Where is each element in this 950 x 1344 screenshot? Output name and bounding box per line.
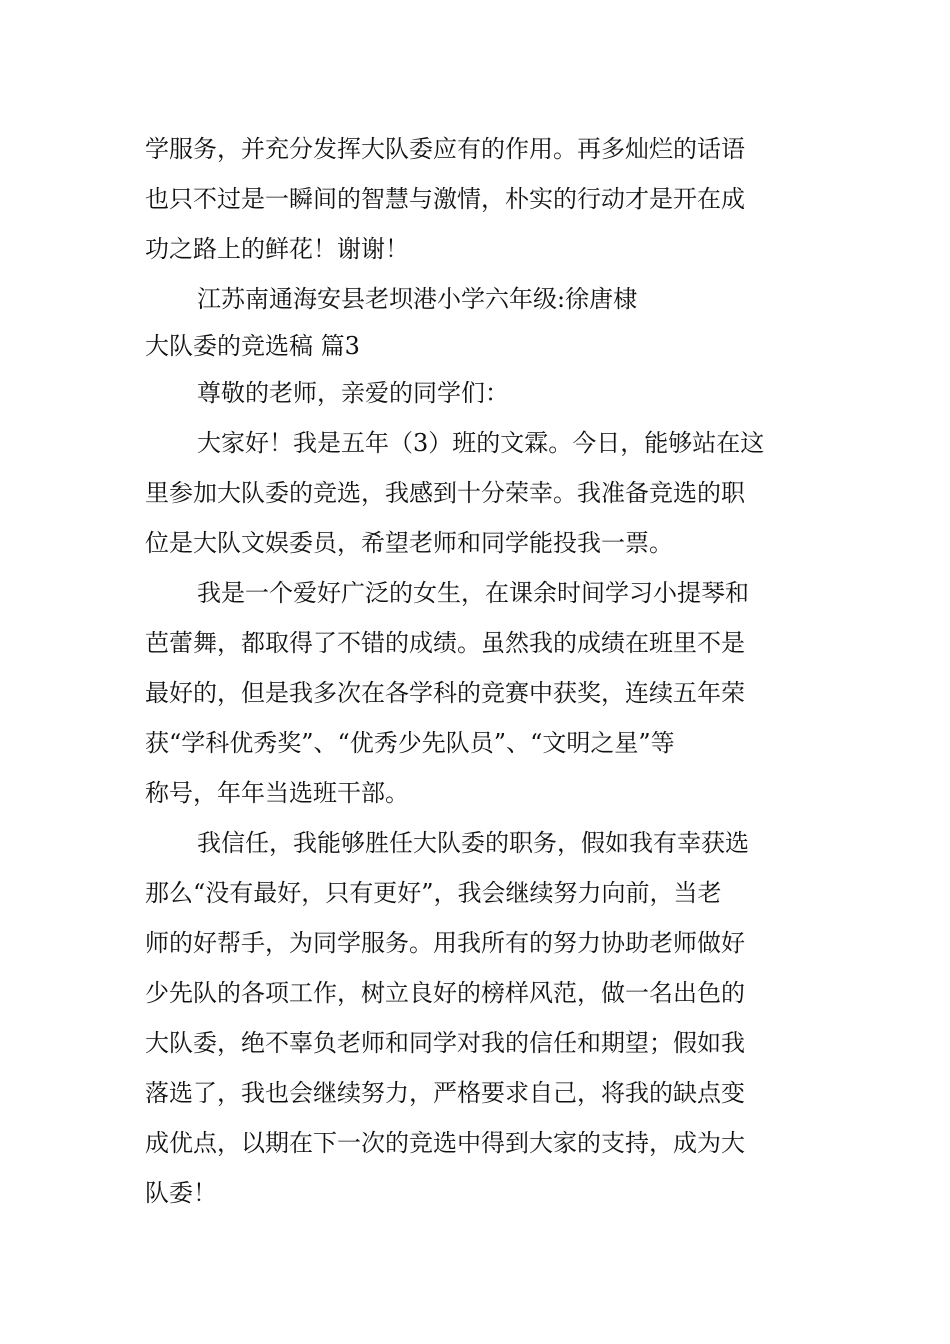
- text-line: 称号，年年当选班干部。: [145, 779, 409, 807]
- text-line: 里参加大队委的竞选，我感到十分荣幸。我准备竞选的职: [145, 479, 745, 507]
- section-title: 大队委的竞选稿 篇3: [145, 332, 360, 360]
- text-line: 大家好！我是五年（3）班的文霖。今日，能够站在这: [197, 429, 765, 457]
- text-line: 成优点，以期在下一次的竞选中得到大家的支持，成为大: [145, 1129, 745, 1157]
- text-line: 功之路上的鲜花！谢谢！: [145, 235, 409, 263]
- document-page: [145, 124, 807, 1218]
- text-line: 位是大队文娱委员，希望老师和同学能投我一票。: [145, 529, 673, 557]
- previous-section-ending: [145, 124, 807, 324]
- text-line: 大队委，绝不辜负老师和同学对我的信任和期望；假如我: [145, 1029, 745, 1057]
- text-line: 少先队的各项工作，树立良好的榜样风范，做一名出色的: [145, 979, 745, 1007]
- paragraph-1: [145, 418, 807, 568]
- text-line: 那么“没有最好，只有更好”，我会继续努力向前，当老: [145, 879, 722, 907]
- text-line: 队委！: [145, 1179, 217, 1207]
- text-line: 也只不过是一瞬间的智慧与激情，朴实的行动才是开在成: [145, 185, 745, 213]
- text-line: 获“学科优秀奖”、“优秀少先队员”、“文明之星”等: [145, 729, 675, 757]
- text-line: 我是一个爱好广泛的女生，在课余时间学习小提琴和: [197, 579, 749, 607]
- greeting-line: 尊敬的老师，亲爱的同学们：: [197, 379, 509, 407]
- text-line: 学服务，并充分发挥大队委应有的作用。再多灿烂的话语: [145, 135, 745, 163]
- text-line: 师的好帮手，为同学服务。用我所有的努力协助老师做好: [145, 929, 745, 957]
- text-line: 我信任，我能够胜任大队委的职务，假如我有幸获选: [197, 829, 749, 857]
- paragraph-3: [145, 818, 807, 1218]
- signature-line: 江苏南通海安县老坝港小学六年级:徐唐棣: [197, 285, 638, 313]
- text-line: 最好的，但是我多次在各学科的竞赛中获奖，连续五年荣: [145, 679, 745, 707]
- text-line: 芭蕾舞，都取得了不错的成绩。虽然我的成绩在班里不是: [145, 629, 745, 657]
- paragraph-2: [145, 568, 807, 818]
- text-line: 落选了，我也会继续努力，严格要求自己，将我的缺点变: [145, 1079, 745, 1107]
